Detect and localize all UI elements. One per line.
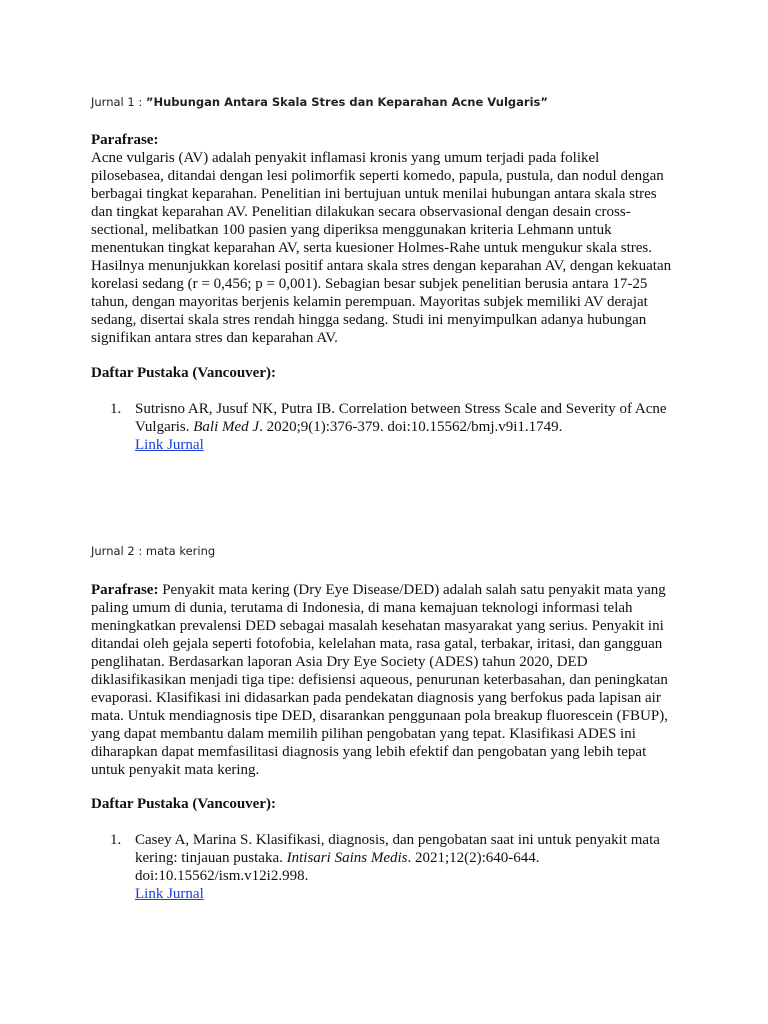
paraphrase-line: signifikan antara stres dan keparahan AV. <box>91 330 338 346</box>
paraphrase-line: sedang, disertai skala stres rendah hingga sedang. Studi ini menyimpulkan adanya hubungan <box>91 312 647 328</box>
journal-2-ref-heading: Daftar Pustaka (Vancouver): <box>91 796 276 812</box>
paraphrase-line: penglihatan. Berdasarkan laporan Asia Dry Eye Society (ADES) tahun 2020, DED <box>91 654 588 670</box>
paraphrase-text: Penyakit mata kering (Dry Eye Disease/DED) adalah salah satu penyakit mata yang <box>158 582 666 598</box>
journal-1-paraphrase <box>91 149 681 347</box>
paraphrase-line: mata. Untuk mendiagnosis tipe DED, disarankan penggunaan pola breakup fluorescein (FBUP), <box>91 708 668 724</box>
journal-1-reference-item <box>110 400 682 454</box>
reference-body <box>135 831 682 903</box>
journal-1-heading-prefix: Jurnal 1 : <box>91 95 146 109</box>
paraphrase-line: tahun, dengan mayoritas berjenis kelamin perempuan. Mayoritas subjek memiliki AV derajat <box>91 294 648 310</box>
journal-1-ref-heading: Daftar Pustaka (Vancouver): <box>91 365 276 381</box>
paraphrase-line: ditandai oleh gejala seperti fotofobia, kelelahan mata, rasa gatal, terbakar, iritasi, dan gangguan <box>91 636 663 652</box>
reference-number: 1. <box>110 401 122 417</box>
journal-link[interactable]: Link Jurnal <box>135 437 204 453</box>
paraphrase-label: Parafrase: <box>91 582 159 598</box>
paraphrase-line: pilosebasea, ditandai dengan lesi polimorfik seperti komedo, papula, pustula, dan nodul dengan <box>91 168 664 184</box>
reference-body <box>135 400 682 454</box>
reference-details: . 2021;12(2):640-644. <box>407 850 540 866</box>
journal-1-heading <box>91 95 548 109</box>
paraphrase-line: evaporasi. Klasifikasi ini didasarkan pada pendekatan diagnosis yang berfokus pada lapisan air <box>91 690 661 706</box>
reference-doi: doi:10.15562/ism.v12i2.998. <box>135 868 309 884</box>
reference-authors: Casey A, Marina S. Klasifikasi, diagnosis, dan pengobatan saat ini untuk penyakit mata <box>135 832 660 848</box>
paraphrase-line: diharapkan dapat memfasilitasi diagnosis yang lebih efektif dan pengobatan yang lebih tepat <box>91 744 647 760</box>
reference-citation <box>135 418 682 436</box>
paraphrase-line: yang dapat membantu dalam memilih pilihan pengobatan yang tepat. Klasifikasi ADES ini <box>91 726 636 742</box>
reference-journal-name: Bali Med J <box>193 419 260 435</box>
reference-title-end: Vulgaris. <box>135 419 194 435</box>
paraphrase-line: dan tingkat keparahan AV. Penelitian dilakukan secara observasional dengan desain cross- <box>91 204 631 220</box>
paraphrase-line: berbagai tingkat keparahan. Penelitian ini bertujuan untuk menilai hubungan antara skala stres <box>91 186 657 202</box>
journal-link[interactable]: Link Jurnal <box>135 886 204 902</box>
journal-2-reference-item <box>110 831 682 903</box>
paraphrase-line: korelasi sedang (r = 0,456; p = 0,001). Sebagian besar subjek penelitian berusia antara 17-25 <box>91 276 648 292</box>
paraphrase-line: Acne vulgaris (AV) adalah penyakit inflamasi kronis yang umum terjadi pada folikel <box>91 150 600 166</box>
paraphrase-line: diklasifikasikan menjadi tiga tipe: defisiensi aqueous, penurunan keterbasahan, dan peningkatan <box>91 672 668 688</box>
paraphrase-line: meningkatkan prevalensi DED sebagai masalah kesehatan masyarakat yang serius. Penyakit ini <box>91 618 664 634</box>
paraphrase-line: paling umum di dunia, terutama di Indonesia, di mana kemajuan teknologi informasi telah <box>91 600 633 616</box>
reference-journal-name: Intisari Sains Medis <box>286 850 408 866</box>
journal-2-heading: Jurnal 2 : mata kering <box>91 544 216 558</box>
journal-1-heading-title: ”Hubungan Antara Skala Stres dan Keparahan Acne Vulgaris” <box>145 95 548 109</box>
paraphrase-line: untuk penyakit mata kering. <box>91 762 260 778</box>
paraphrase-label: Parafrase: <box>91 132 159 148</box>
journal-1-paraphrase-label <box>91 131 681 149</box>
paraphrase-line: sectional, melibatkan 100 pasien yang diperiksa menggunakan kriteria Lehmann untuk <box>91 222 612 238</box>
reference-number: 1. <box>110 832 122 848</box>
paraphrase-line: Hasilnya menunjukkan korelasi positif antara skala stres dengan keparahan AV, dengan kekuatan <box>91 258 672 274</box>
reference-details: . 2020;9(1):376-379. doi:10.15562/bmj.v9i1.1749. <box>259 419 563 435</box>
journal-2-paraphrase <box>91 581 681 779</box>
reference-authors: Sutrisno AR, Jusuf NK, Putra IB. Correlation between Stress Scale and Severity of Acne <box>135 401 667 417</box>
reference-title-end: kering: tinjauan pustaka. <box>135 850 287 866</box>
paraphrase-line: menentukan tingkat keparahan AV, serta kuesioner Holmes-Rahe untuk mengukur skala stres. <box>91 240 652 256</box>
paraphrase-first-line <box>91 581 681 599</box>
reference-citation <box>135 849 682 867</box>
